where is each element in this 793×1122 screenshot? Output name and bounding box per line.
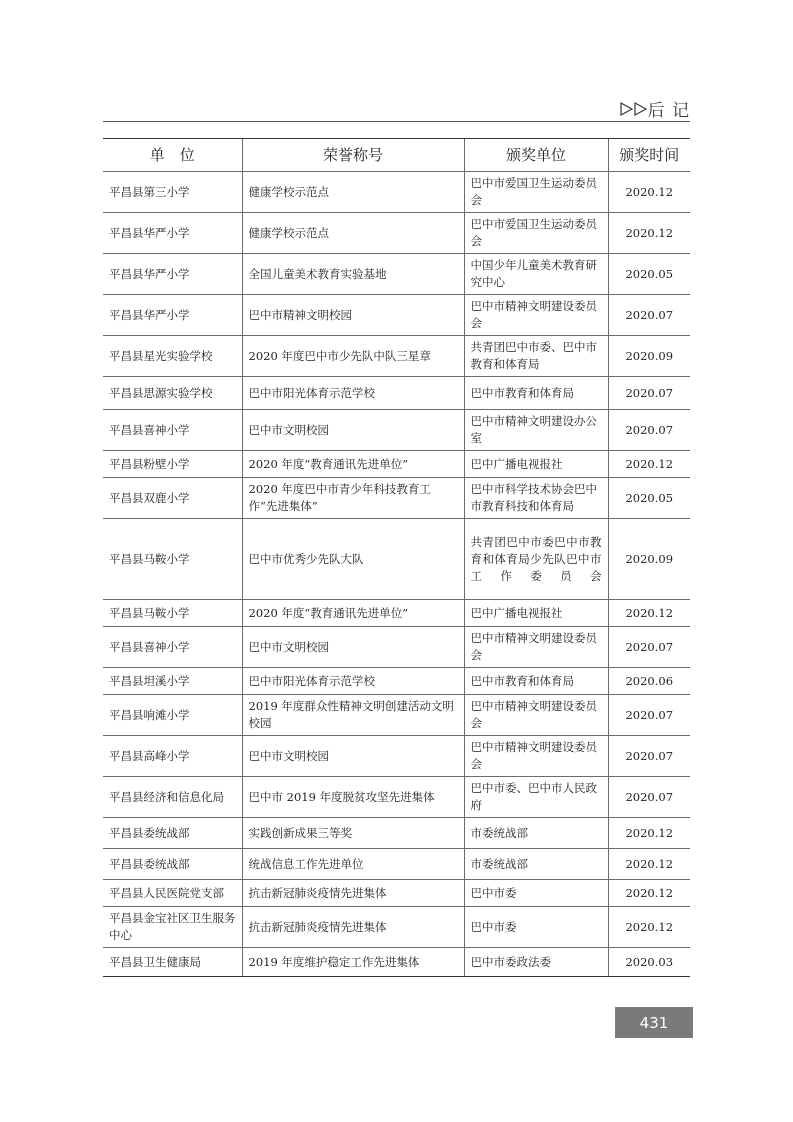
issuer-cell: 巴中市委、巴中市人民政府	[464, 777, 608, 818]
issuer-cell: 巴中市爱国卫生运动委员会	[464, 213, 608, 254]
date-cell: 2020.07	[608, 736, 690, 777]
honor-cell: 抗击新冠肺炎疫情先进集体	[242, 880, 464, 907]
date-cell: 2020.09	[608, 519, 690, 600]
issuer-cell: 市委统战部	[464, 849, 608, 880]
table-row	[103, 410, 690, 451]
table-row	[103, 295, 690, 336]
unit-cell: 平昌县马鞍小学	[103, 519, 242, 600]
table-row	[103, 736, 690, 777]
issuer-cell: 巴中市教育和体育局	[464, 377, 608, 410]
triangle-right-icon	[620, 102, 633, 116]
table-row	[103, 948, 690, 977]
issuer-cell: 巴中市精神文明建设委员会	[464, 736, 608, 777]
table-row	[103, 695, 690, 736]
table-row	[103, 519, 690, 600]
unit-cell: 平昌县思源实验学校	[103, 377, 242, 410]
unit-cell: 平昌县双鹿小学	[103, 478, 242, 519]
date-cell: 2020.12	[608, 451, 690, 478]
honor-cell: 2019 年度维护稳定工作先进集体	[242, 948, 464, 977]
honor-cell: 统战信息工作先进单位	[242, 849, 464, 880]
table-row	[103, 172, 690, 213]
unit-cell: 平昌县华严小学	[103, 213, 242, 254]
unit-cell: 平昌县第三小学	[103, 172, 242, 213]
issuer-cell: 巴中市爱国卫生运动委员会	[464, 172, 608, 213]
honor-cell: 健康学校示范点	[242, 213, 464, 254]
unit-cell: 平昌县卫生健康局	[103, 948, 242, 977]
date-cell: 2020.07	[608, 295, 690, 336]
honor-cell: 巴中市 2019 年度脱贫攻坚先进集体	[242, 777, 464, 818]
table-body	[103, 172, 690, 977]
table-row	[103, 600, 690, 627]
unit-cell: 平昌县委统战部	[103, 849, 242, 880]
table-row	[103, 478, 690, 519]
date-cell: 2020.07	[608, 377, 690, 410]
date-cell: 2020.05	[608, 478, 690, 519]
issuer-cell: 巴中市精神文明建设办公室	[464, 410, 608, 451]
table-row	[103, 818, 690, 849]
issuer-cell: 巴中市委	[464, 907, 608, 948]
unit-cell: 平昌县喜神小学	[103, 410, 242, 451]
header-rule	[103, 121, 690, 122]
date-cell: 2020.12	[608, 818, 690, 849]
table-row	[103, 849, 690, 880]
issuer-cell: 巴中市精神文明建设委员会	[464, 695, 608, 736]
issuer-cell: 巴中市精神文明建设委员会	[464, 627, 608, 668]
table-row	[103, 213, 690, 254]
issuer-cell: 巴中市委政法委	[464, 948, 608, 977]
honor-cell: 实践创新成果三等奖	[242, 818, 464, 849]
honor-cell: 巴中市精神文明校园	[242, 295, 464, 336]
date-cell: 2020.06	[608, 668, 690, 695]
honor-cell: 巴中市阳光体育示范学校	[242, 377, 464, 410]
col-header-honor: 荣誉称号	[242, 139, 464, 172]
col-header-issuer: 颁奖单位	[464, 139, 608, 172]
date-cell: 2020.12	[608, 213, 690, 254]
date-cell: 2020.07	[608, 410, 690, 451]
unit-cell: 平昌县经济和信息化局	[103, 777, 242, 818]
date-cell: 2020.12	[608, 849, 690, 880]
table-header-row	[103, 139, 690, 172]
honor-cell: 2020 年度巴中市少先队中队三星章	[242, 336, 464, 377]
table-row	[103, 254, 690, 295]
table-row	[103, 777, 690, 818]
table-row	[103, 668, 690, 695]
unit-cell: 平昌县响滩小学	[103, 695, 242, 736]
honor-cell: 巴中市优秀少先队大队	[242, 519, 464, 600]
issuer-cell: 巴中市委	[464, 880, 608, 907]
issuer-cell: 中国少年儿童美术教育研究中心	[464, 254, 608, 295]
honors-table	[103, 138, 690, 977]
unit-cell: 平昌县高峰小学	[103, 736, 242, 777]
unit-cell: 平昌县粉壁小学	[103, 451, 242, 478]
issuer-cell: 巴中广播电视报社	[464, 451, 608, 478]
honor-cell: 2019 年度群众性精神文明创建活动文明校园	[242, 695, 464, 736]
table-row	[103, 907, 690, 948]
unit-cell: 平昌县委统战部	[103, 818, 242, 849]
table-row	[103, 451, 690, 478]
date-cell: 2020.07	[608, 777, 690, 818]
date-cell: 2020.05	[608, 254, 690, 295]
date-cell: 2020.09	[608, 336, 690, 377]
date-cell: 2020.12	[608, 600, 690, 627]
date-cell: 2020.12	[608, 172, 690, 213]
date-cell: 2020.12	[608, 880, 690, 907]
col-header-unit: 单 位	[103, 139, 242, 172]
unit-cell: 平昌县喜神小学	[103, 627, 242, 668]
col-header-date: 颁奖时间	[608, 139, 690, 172]
honor-cell: 健康学校示范点	[242, 172, 464, 213]
unit-cell: 平昌县星光实验学校	[103, 336, 242, 377]
date-cell: 2020.07	[608, 627, 690, 668]
honor-cell: 巴中市文明校园	[242, 736, 464, 777]
unit-cell: 平昌县金宝社区卫生服务中心	[103, 907, 242, 948]
unit-cell: 平昌县马鞍小学	[103, 600, 242, 627]
issuer-cell: 巴中市精神文明建设委员会	[464, 295, 608, 336]
issuer-cell: 巴中市教育和体育局	[464, 668, 608, 695]
triangle-right-icon	[634, 102, 647, 116]
issuer-cell: 共青团巴中市委巴中市教育和体育局少先队巴中市工作委员会	[464, 519, 608, 600]
page-number: 431	[615, 1007, 693, 1038]
honor-cell: 巴中市阳光体育示范学校	[242, 668, 464, 695]
section-header	[620, 96, 690, 121]
unit-cell: 平昌县人民医院党支部	[103, 880, 242, 907]
honor-cell: 全国儿童美术教育实验基地	[242, 254, 464, 295]
honor-cell: 巴中市文明校园	[242, 627, 464, 668]
issuer-cell: 巴中市科学技术协会巴中市教育科技和体育局	[464, 478, 608, 519]
section-label: 后 记	[647, 101, 690, 121]
unit-cell: 平昌县华严小学	[103, 254, 242, 295]
honor-cell: 2020 年度巴中市青少年科技教育工作“先进集体”	[242, 478, 464, 519]
unit-cell: 平昌县华严小学	[103, 295, 242, 336]
honor-cell: 2020 年度“教育通讯先进单位”	[242, 451, 464, 478]
issuer-cell: 市委统战部	[464, 818, 608, 849]
table-row	[103, 336, 690, 377]
table-row	[103, 627, 690, 668]
table-row	[103, 880, 690, 907]
table-row	[103, 377, 690, 410]
date-cell: 2020.07	[608, 695, 690, 736]
issuer-cell: 共青团巴中市委、巴中市教育和体育局	[464, 336, 608, 377]
unit-cell: 平昌县坦溪小学	[103, 668, 242, 695]
honor-cell: 2020 年度“教育通讯先进单位”	[242, 600, 464, 627]
date-cell: 2020.03	[608, 948, 690, 977]
date-cell: 2020.12	[608, 907, 690, 948]
issuer-cell: 巴中广播电视报社	[464, 600, 608, 627]
honor-cell: 抗击新冠肺炎疫情先进集体	[242, 907, 464, 948]
honor-cell: 巴中市文明校园	[242, 410, 464, 451]
